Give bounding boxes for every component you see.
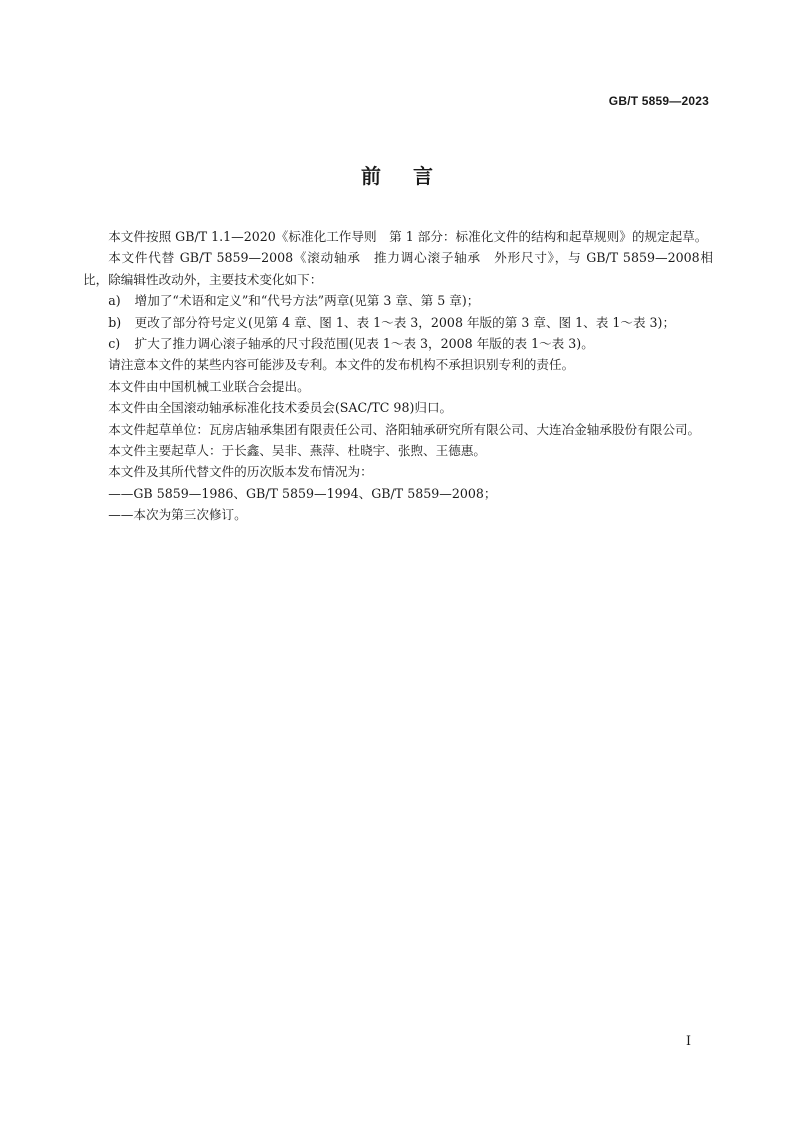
paragraph-drafting-rules: 本文件按照 GB/T 1.1—2020《标准化工作导则 第 1 部分：标准化文件的结构和起草规则》的规定起草。	[108, 229, 708, 244]
document-code: GB/T 5859—2023	[608, 94, 709, 108]
paragraph-history-intro: 本文件及其所代替文件的历次版本发布情况为：	[108, 464, 373, 480]
page-title: 前言	[361, 164, 465, 188]
change-item-marker: b)	[108, 314, 122, 330]
change-item-text: 更改了部分符号定义(见第 4 章、图 1、表 1～表 3，2008 年版的第 3 章、图 1、表 1～表 3)；	[134, 314, 676, 330]
foreword-body	[83, 226, 713, 526]
page-number: I	[686, 1033, 691, 1048]
paragraph-replacement: 本文件代替 GB/T 5859—2008《滚动轴承 推力调心滚子轴承 外形尺寸》，与 GB/T 5859—2008相比，除编辑性改动外，主要技术变化如下：	[83, 250, 713, 287]
paragraph-drafting-units: 本文件起草单位：瓦房店轴承集团有限责任公司、洛阳轴承研究所有限公司、大连冶金轴承股份有限公司。	[108, 421, 701, 437]
history-item: ——GB 5859—1986、GB/T 5859—1994、GB/T 5859—2008；	[108, 485, 497, 501]
history-item: ——本次为第三次修订。	[108, 507, 247, 523]
change-item	[83, 312, 713, 333]
paragraph-proposer: 本文件由中国机械工业联合会提出。	[108, 378, 310, 394]
paragraph-committee: 本文件由全国滚动轴承标准化技术委员会(SAC/TC 98)归口。	[108, 400, 453, 416]
change-item	[83, 290, 713, 311]
paragraph-patent-notice: 请注意本文件的某些内容可能涉及专利。本文件的发布机构不承担识别专利的责任。	[108, 357, 575, 373]
change-item	[83, 333, 713, 354]
change-item-marker: c)	[108, 336, 121, 352]
paragraph-drafters: 本文件主要起草人：于长鑫、吴非、燕萍、杜晓宇、张煦、王德惠。	[108, 443, 486, 459]
change-item-text: 增加了“术语和定义”和“代号方法”两章(见第 3 章、第 5 章)；	[134, 293, 480, 309]
change-item-marker: a)	[108, 293, 121, 309]
change-item-text: 扩大了推力调心滚子轴承的尺寸段范围(见表 1～表 3，2008 年版的表 1～表 3)。	[134, 336, 594, 352]
